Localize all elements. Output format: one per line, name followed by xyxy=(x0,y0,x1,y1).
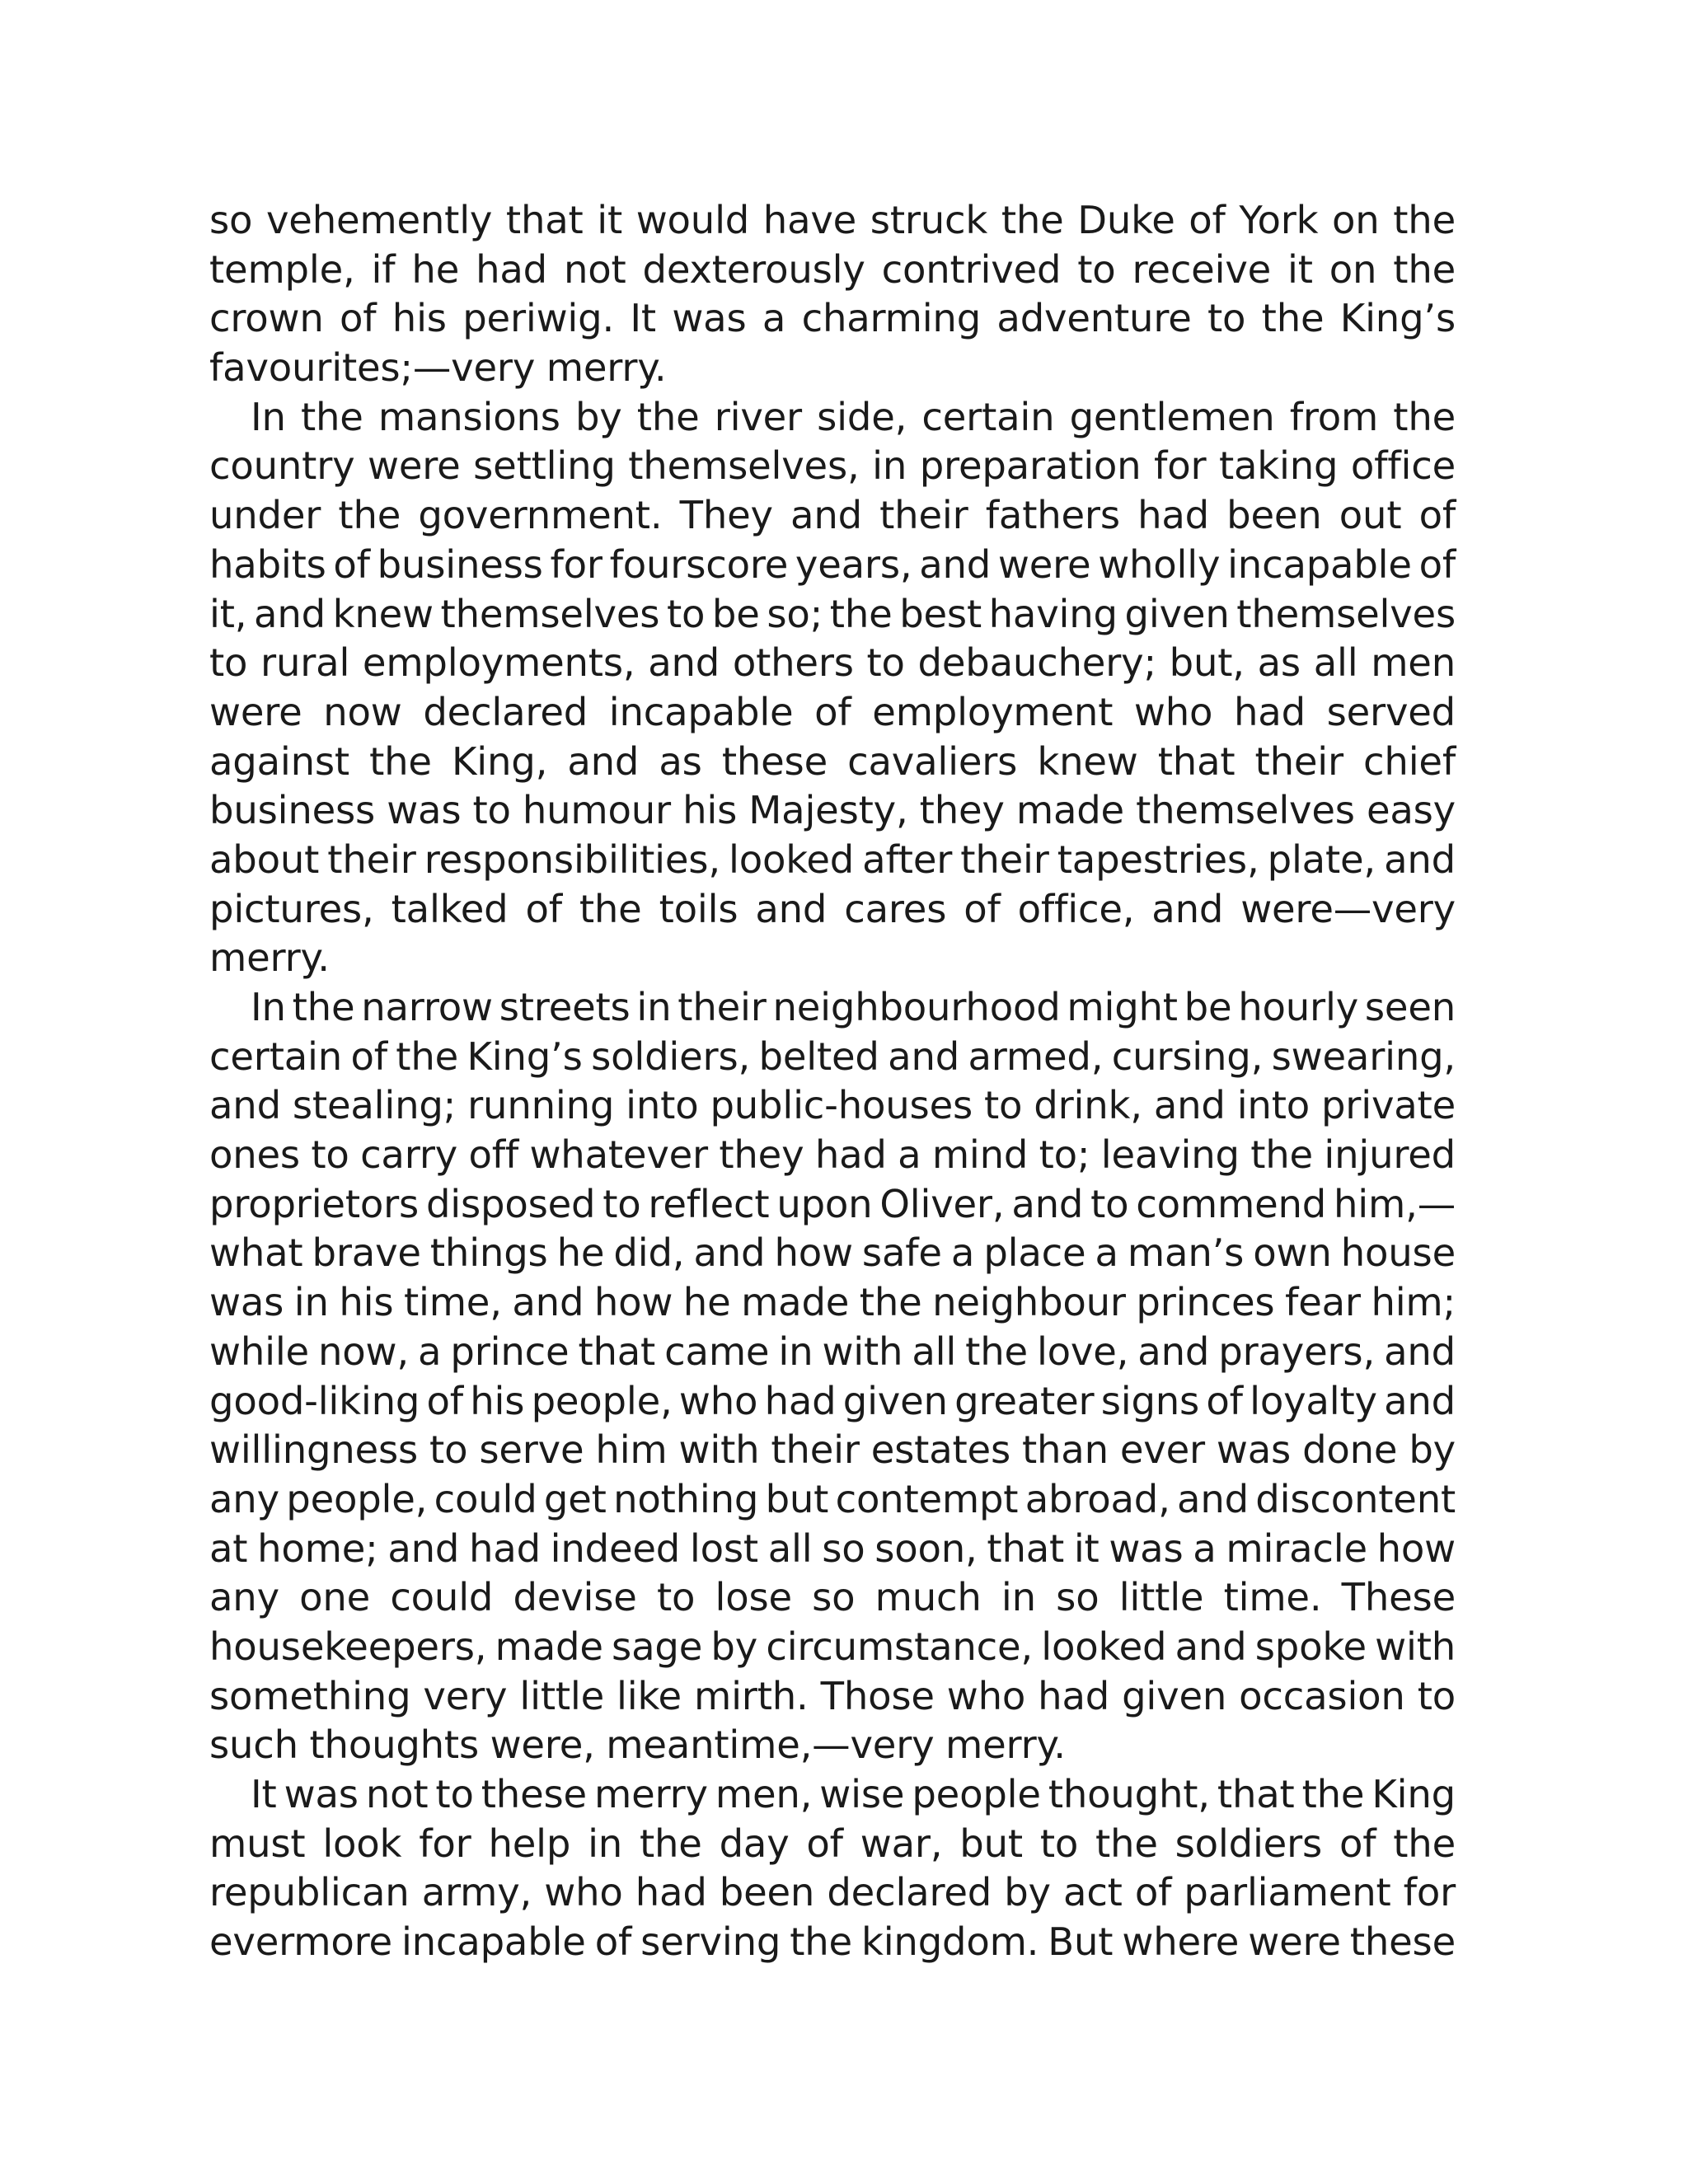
text-line: habits of business for fourscore years, and were wholly incapable of xyxy=(209,541,1456,587)
text-line: at home; and had indeed lost all so soon, that it was a miracle how xyxy=(209,1526,1456,1571)
text-line: willingness to serve him with their estates than ever was done by xyxy=(209,1427,1456,1473)
text-line: favourites;—very merry. xyxy=(209,345,667,391)
text-line: under the government. They and their fathers had been out of xyxy=(209,493,1456,538)
text-line: to rural employments, and others to debauchery; but, as all men xyxy=(209,640,1456,686)
text-line: housekeepers, made sage by circumstance, looked and spoke with xyxy=(209,1624,1456,1669)
text-line: It was not to these merry men, wise people thought, that the King xyxy=(251,1772,1456,1816)
text-line: were now declared incapable of employment who had served xyxy=(209,689,1456,734)
text-line: certain of the King’s soldiers, belted and armed, cursing, swearing, xyxy=(209,1033,1456,1079)
text-line: country were settling themselves, in preparation for taking office xyxy=(209,443,1456,489)
text-line: any one could devise to lose so much in so little time. These xyxy=(209,1575,1456,1620)
text-line: evermore incapable of serving the kingdom. But where were these xyxy=(209,1919,1456,1965)
text-line: must look for help in the day of war, but to the soldiers of the xyxy=(209,1821,1456,1866)
text-line: In the narrow streets in their neighbourhood might be hourly seen xyxy=(251,985,1456,1029)
text-line: and stealing; running into public-houses to drink, and into private xyxy=(209,1083,1456,1128)
text-line: about their responsibilities, looked after their tapestries, plate, and xyxy=(209,837,1456,882)
text-line: any people, could get nothing but contempt abroad, and discontent xyxy=(209,1476,1456,1521)
text-line: pictures, talked of the toils and cares of office, and were—very xyxy=(209,886,1456,931)
paragraph-4 xyxy=(209,1770,1456,1967)
text-line: merry. xyxy=(209,935,330,981)
text-line: something very little like mirth. Those who had given occasion to xyxy=(209,1673,1456,1718)
text-line: it, and knew themselves to be so; the best having given themselves xyxy=(209,591,1456,636)
text-line: against the King, and as these cavaliers knew that their chief xyxy=(209,738,1456,784)
text-line: proprietors disposed to reflect upon Oliver, and to commend him,— xyxy=(209,1181,1456,1226)
text-line: while now, a prince that came in with all the love, and prayers, and xyxy=(209,1329,1456,1374)
paragraph-2 xyxy=(209,393,1456,983)
text-line: such thoughts were, meantime,—very merry. xyxy=(209,1722,1066,1768)
text-line: was in his time, and how he made the neighbour princes fear him; xyxy=(209,1280,1456,1325)
paragraph-3 xyxy=(209,983,1456,1770)
text-line: good-liking of his people, who had given greater signs of loyalty and xyxy=(209,1378,1456,1423)
text-line: business was to humour his Majesty, they made themselves easy xyxy=(209,788,1456,833)
text-line: what brave things he did, and how safe a place a man’s own house xyxy=(209,1230,1456,1276)
paragraph-1 xyxy=(209,196,1456,393)
text-line: crown of his periwig. It was a charming adventure to the King’s xyxy=(209,296,1456,341)
text-line: ones to carry off whatever they had a mind to; leaving the injured xyxy=(209,1132,1456,1178)
text-line: republican army, who had been declared by act of parliament for xyxy=(209,1870,1456,1915)
text-line: In the mansions by the river side, certain gentlemen from the xyxy=(251,394,1456,439)
text-line: so vehemently that it would have struck the Duke of York on the xyxy=(209,198,1456,242)
page-body xyxy=(209,196,1456,1967)
text-line: temple, if he had not dexterously contrived to receive it on the xyxy=(209,246,1456,292)
